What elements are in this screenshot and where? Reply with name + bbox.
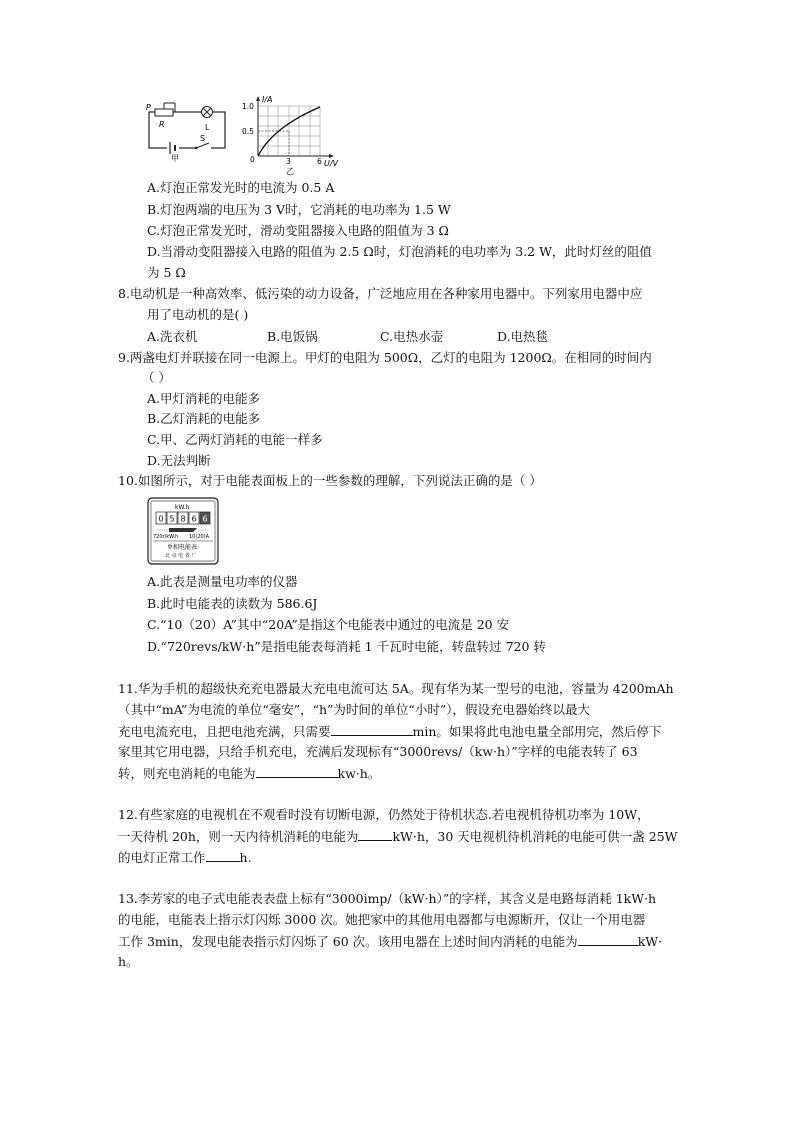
circuit-diagram — [143, 100, 243, 162]
q12-line3-text-a: 的电灯正常工作 — [118, 850, 206, 865]
q8-stem-line1: 8.电动机是一种高效率、低污染的动力设备，广泛地应用在各种家用电器中。下列家用电器中应 — [118, 286, 643, 301]
q11-line5 — [118, 764, 380, 783]
q9-option-c: C.甲、乙两灯消耗的电能一样多 — [147, 432, 323, 447]
q13-line1: 13.李芳家的电子式电能表表盘上标有“3000imp/（kW·h）”的字样，其含义是电路每消耗 1kW·h — [118, 891, 657, 906]
graph-x-tick-1: 3 — [286, 157, 291, 166]
q8-option-a: A.洗衣机 — [147, 329, 198, 344]
q11-line5-text-b: kw·h。 — [337, 766, 381, 781]
q13-line3 — [118, 932, 662, 951]
meter-digit: 5 — [169, 514, 175, 524]
q13-answer-blank[interactable] — [578, 932, 638, 946]
graph-x-axis-label: U/V — [324, 159, 339, 168]
q9-option-d: D.无法判断 — [147, 453, 211, 468]
meter-digit: 6 — [202, 514, 208, 524]
q7-option-d-line2: 为 5 Ω — [147, 265, 186, 280]
q8-stem-line2: 用了电动机的是( ) — [147, 307, 249, 322]
q9-option-b: B.乙灯消耗的电能多 — [147, 411, 261, 426]
q11-line4: 家里其它用电器，只给手机充电，充满后发现标有“3000revs/（kw·h）”字样的电能表转了 63 — [118, 744, 638, 759]
q13-line4: h。 — [118, 954, 139, 969]
q10-option-d: D.“720revs/kW·h”是指电能表每消耗 1 千瓦时电能，转盘转过 720 转 — [147, 639, 546, 654]
circuit-caption: 甲 — [171, 154, 179, 162]
meter-digit: 8 — [180, 514, 186, 524]
circuit-label-p: P — [146, 103, 151, 112]
graph-x-tick-2: 6 — [317, 157, 322, 166]
q12-answer-blank-1[interactable] — [358, 827, 392, 841]
circuit-label-l: L — [205, 123, 210, 132]
q8-option-c: C.电热水壶 — [380, 329, 444, 344]
meter-spec-right: 10(20)A — [189, 534, 210, 540]
q11-line5-text-a: 转，则充电消耗的电能为 — [118, 766, 256, 781]
q7-option-c: C.灯泡正常发光时，滑动变阻器接入电路的阻值为 3 Ω — [147, 223, 449, 238]
q12-line2 — [118, 827, 678, 846]
q9-option-a: A.甲灯消耗的电能多 — [147, 391, 261, 406]
q8-option-b: B.电饭锅 — [267, 329, 318, 344]
q13-line3-text-b: kW· — [637, 934, 663, 949]
meter-unit: kW.h — [175, 504, 190, 511]
q7-option-b: B.灯泡两端的电压为 3 V时，它消耗的电功率为 1.5 W — [147, 202, 451, 217]
circuit-label-s: S — [200, 134, 206, 143]
meter-digit: 0 — [158, 514, 164, 524]
meter-name: 单相电能表 — [167, 544, 198, 551]
q9-stem-line2: （ ） — [142, 370, 171, 385]
meter-digit-row — [156, 512, 210, 524]
q10-option-b: B.此时电能表的读数为 586.6J — [147, 596, 318, 611]
meter-spec-left: 720r/kW.h — [153, 534, 179, 540]
q10-option-a: A.此表是测量电功率的仪器 — [147, 574, 298, 589]
graph-origin: 0 — [250, 155, 255, 164]
q12-answer-blank-2[interactable] — [206, 848, 240, 862]
q12-line2-text-b: kW·h，30 天电视机待机消耗的电能可供一盏 25W — [392, 829, 678, 844]
graph-y-tick-1: 1.0 — [242, 102, 254, 111]
iu-graph — [238, 94, 348, 176]
meter-maker: 北 京 电 表 厂 — [165, 553, 197, 559]
q11-line2: （其中“mA”为电流的单位“毫安”，“h”为时间的单位“小时”），假设充电器始终以最大 — [118, 702, 590, 717]
q11-line3 — [118, 722, 661, 741]
q8-option-d: D.电热毯 — [497, 329, 549, 344]
q11-line3-text-b: min。如果将此电池电量全部用完，然后停下 — [412, 724, 662, 739]
q12-line3-text-b: h. — [239, 850, 252, 865]
q12-line1: 12.有些家庭的电视机在不观看时没有切断电源，仍然处于待机状态.若电视机待机功率为 10W， — [118, 807, 650, 822]
meter-digit: 6 — [191, 514, 197, 524]
energy-meter-figure — [147, 497, 219, 565]
circuit-label-r: R — [159, 120, 165, 129]
q12-line3 — [118, 848, 252, 867]
q7-option-a: A.灯泡正常发光时的电流为 0.5 A — [147, 180, 335, 195]
graph-caption: 乙 — [286, 167, 294, 176]
q11-line1: 11.华为手机的超级快充充电器最大充电电流可达 5A。现有华为某一型号的电池，容量为 4200mAh — [118, 681, 674, 696]
q13-line3-text-a: 工作 3min，发现电能表指示灯闪烁了 60 次。该用电器在上述时间内消耗的电能为 — [118, 934, 578, 949]
q10-option-c: C.“10（20）A”其中“20A”是指这个电能表中通过的电流是 20 安 — [147, 617, 510, 632]
q11-answer-blank-2[interactable] — [256, 764, 338, 778]
q12-line2-text-a: 一天待机 20h，则一天内待机消耗的电能为 — [118, 829, 359, 844]
q11-line3-text-a: 充电电流充电，且把电池充满，只需要 — [118, 724, 331, 739]
q10-stem: 10.如图所示，对于电能表面板上的一些参数的理解，下列说法正确的是（ ） — [118, 473, 542, 488]
q7-option-d-line1: D.当滑动变阻器接入电路的阻值为 2.5 Ω时，灯泡消耗的电功率为 3.2 W，此时灯丝的阻值 — [147, 244, 652, 259]
q13-line2: 的电能，电能表上指示灯闪烁 3000 次。她把家中的其他用电器都与电源断开，仅让一个用电器 — [118, 912, 646, 927]
graph-y-tick-2: 0.5 — [242, 127, 254, 136]
graph-y-axis-label: I/A — [262, 95, 273, 104]
q11-answer-blank-1[interactable] — [331, 722, 413, 736]
q9-stem-line1: 9.两盏电灯并联接在同一电源上。甲灯的电阻为 500Ω，乙灯的电阻为 1200Ω。在相同的时间内 — [118, 350, 652, 365]
